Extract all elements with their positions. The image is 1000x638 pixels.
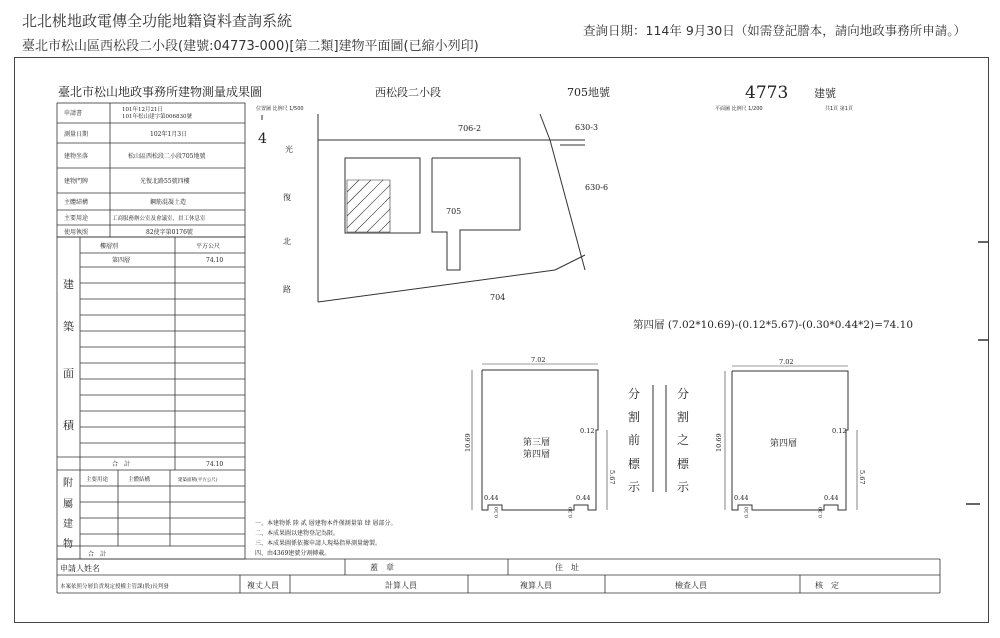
dim-notch-h: 5.67 [858,470,866,485]
footer-labels [60,562,839,590]
value-location: 松山區西松段二小段705地號 [128,153,206,160]
footer-table [57,559,940,593]
annex-total: 合 計 [88,551,107,558]
split-after-label [677,386,690,494]
scale-site: 位置圖 比例尺 1/500 [256,106,304,112]
total-value: 74.10 [206,461,224,468]
label-application: 申請書 [64,110,83,117]
applicant-label: 申請人姓名 [60,564,100,573]
note-line: 一、本建物係 陸 貳 層建物本件僅測量第 肆 層部分。 [255,520,397,527]
col-floor: 樓層別 [100,243,119,250]
dim-notch-h: 5.67 [608,470,616,485]
row-floor: 第四層 [112,257,131,264]
value-application: 101年12月21日 101年松山建字第006830號 [122,107,192,120]
side-char: 建 [63,278,74,291]
split-char: 標 [677,457,690,471]
system-title: 北北桃地政電傳全功能地籍資料查詢系統 [22,12,293,30]
area-formula: 第四層 (7.02*10.69)-(0.12*5.67)-(0.30*0.44*2)=74.10 [633,319,914,331]
split-char: 示 [628,480,641,494]
value-license: 82使字第0176號 [146,229,193,236]
dim-height: 10.69 [715,433,723,452]
annex-char: 附 [63,478,73,489]
dim-width: 7.02 [779,358,794,366]
dim-leg: 0.30 [568,506,574,518]
query-date: 查詢日期：114年 9月30日（如需登記謄本，請向地政事務所申請。） [583,23,966,38]
calculator-label: 計算人員 [385,581,417,590]
road-label [283,144,293,294]
label-structure: 主體結構 [64,199,89,206]
address-label: 住 址 [555,563,579,572]
label-survey-date: 測量日期 [64,131,89,138]
split-char: 標 [628,457,641,471]
reviewer-label: 複算人員 [520,581,552,590]
dim-corner: 0.44 [576,494,591,502]
split-char: 割 [677,410,690,424]
total-label: 合 計 [112,461,131,468]
split-char: 示 [677,480,690,494]
office-title: 臺北市松山地政事務所建物測量成果圖 [58,85,263,99]
dim-corner: 0.44 [734,494,749,502]
value-address: 光復北路55號四樓 [140,178,190,185]
note-line: 四、由4369建號分割轉載。 [255,550,331,557]
document-subtitle: 臺北市松山區西松段二小段(建號:04773-000)[第二類]建物平面圖(已縮小列印) [22,39,479,54]
road-char: 復 [283,193,291,202]
building-suffix: 建號 [814,87,836,100]
building-number: 4773 [745,83,789,103]
annex-char: 屬 [63,499,73,510]
annex-col-structure: 主體結構 [128,477,151,483]
value-survey-date: 102年1月3日 [150,131,188,138]
label-address: 建物門牌 [64,178,89,185]
value-structure: 鋼筋混凝土造 [150,199,187,206]
split-char: 分 [677,387,690,401]
split-char: 前 [628,433,641,447]
dim-height: 10.69 [464,433,472,452]
dim-corner: 0.44 [484,494,499,502]
dim-leg: 0.30 [818,506,824,518]
checker-label: 檢查人員 [675,581,707,590]
note-line: 二、本成果圖以建物登記為限。 [255,530,340,537]
area-side-label [63,277,75,432]
lot-630-6: 630-6 [585,183,609,192]
north-mark: 4 [258,131,267,147]
road-char: 北 [283,237,291,246]
road-char: 路 [283,285,291,294]
dim-notch: 0.12 [832,427,847,435]
col-sqm: 平方公尺 [196,243,221,250]
annex-char: 建 [63,519,73,530]
annex-col-area: 建築面積(平方公尺) [178,478,218,483]
label-license: 使用執照 [64,229,89,236]
site-hatch [347,180,390,232]
split-before-label [628,386,641,494]
dim-width: 7.02 [531,356,546,364]
page-count: 共1頁 第1頁 [825,106,853,112]
plan-after-dims [715,358,866,518]
plan-label-4f: 第四層 [770,439,798,449]
floor-plan-after [725,366,857,510]
scale-plan: 平面圖 比例尺 1/200 [715,106,763,112]
area-table-text [86,242,223,558]
dim-leg: 0.30 [494,506,500,518]
annex-char: 物 [63,539,73,550]
annex-side-label [63,476,73,550]
plan-before-dims [464,356,616,518]
side-char: 面 [63,367,74,380]
road-char: 光 [285,145,293,154]
note-line: 三、本成果圖係依據申請人現場指界測量繪製。 [255,540,382,547]
plan-label-3f: 第三層 [523,438,551,448]
site-lot-labels [446,123,608,302]
label-location: 建物坐落 [64,153,89,160]
floor-plan-before [472,364,607,510]
split-char: 割 [628,410,641,424]
label-usage: 主要用途 [64,215,89,222]
lot-705: 705 [446,207,462,216]
row-area: 74.10 [206,257,224,264]
split-char: 分 [628,387,641,401]
dim-corner: 0.44 [824,494,839,502]
section-name: 西松段二小段 [375,86,441,99]
lot-706-2: 706-2 [458,124,482,133]
lot-630-3: 630-3 [575,123,599,132]
area-table [57,237,245,559]
dim-leg: 0.30 [744,506,750,518]
annex-col-usage: 主要用途 [86,477,109,483]
approve-label: 核 定 [815,581,839,590]
split-char: 之 [677,433,690,447]
lot-704: 704 [490,293,506,302]
side-char: 積 [63,419,74,432]
info-table-labels [64,105,206,236]
delegation-note: 本案依照分層負責規定授權主管課(股)長判發 [60,584,169,590]
lot-number: 705地號 [567,86,610,99]
seal-label: 蓋 章 [370,563,394,572]
copier-label: 複丈人員 [247,581,279,590]
dim-notch: 0.12 [580,427,595,435]
north-arrow [258,115,267,147]
plan-label-4f: 第四層 [523,450,551,460]
notes [255,519,397,557]
value-usage: 工商服務辦公室及會議室，員工休息室 [112,216,206,222]
side-char: 築 [63,320,74,333]
